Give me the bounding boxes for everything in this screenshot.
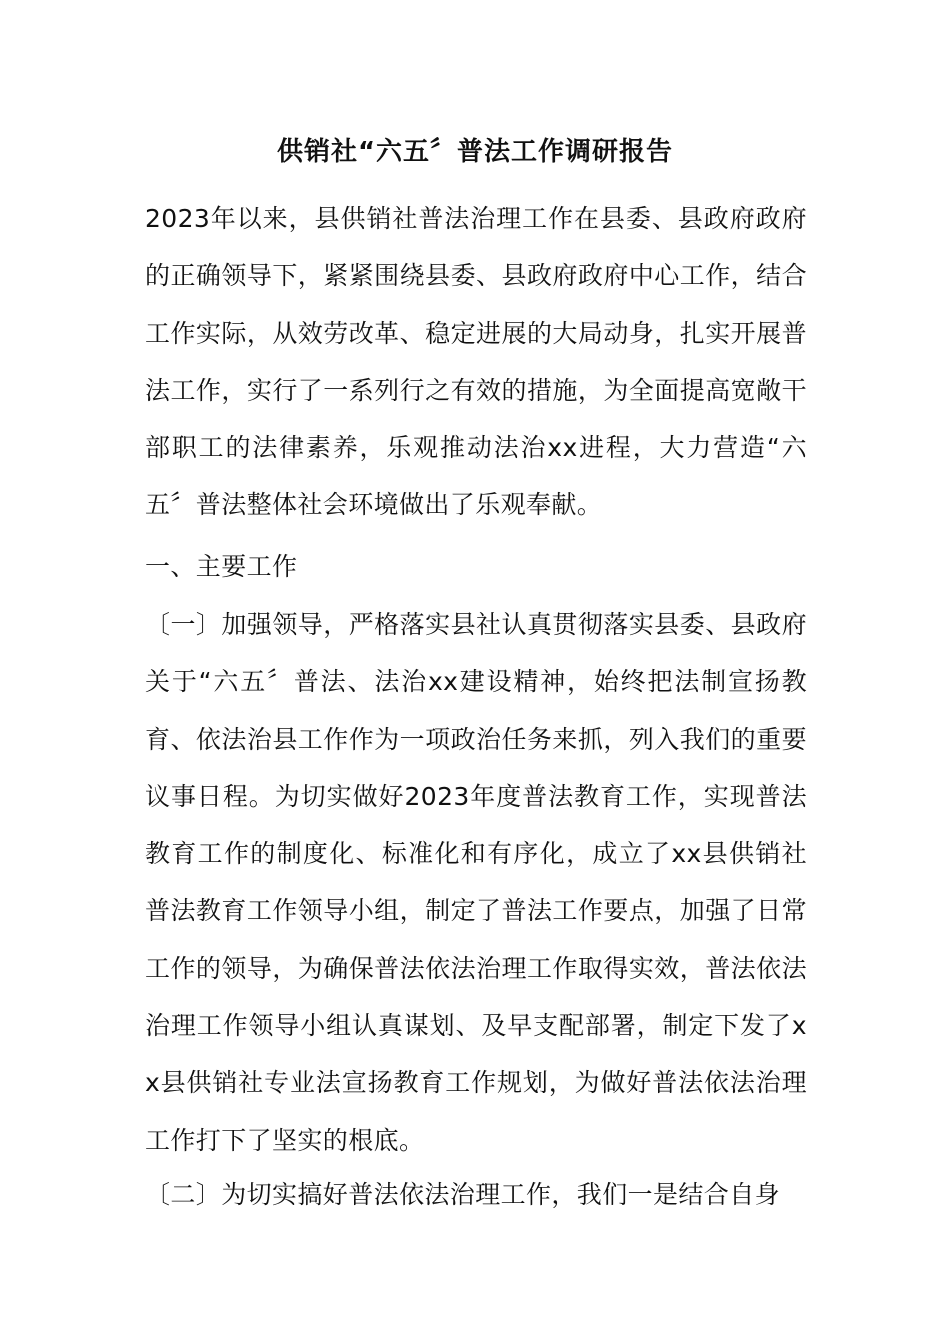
paragraph-leadership: 〔一〕加强领导，严格落实县社认真贯彻落实县委、县政府关于“六五〞普法、法治xx建设精神，始终把法制宣扬教育、依法治县工作作为一项政治任务来抓，列入我们的重要议事日程。为切实做好2023年度普法教育工作，实现普法教育工作的制度化、标准化和有序化，成立了xx县供销社普法教育工作领导小组，制定了普法工作要点，加强了日常工作的领导，为确保普法依法治理工作取得实效，普法依法治理工作领导小组认真谋划、及早支配部署，制定下发了xx县供销社专业法宣扬教育工作规划，为做好普法依法治理工作打下了坚实的根底。 xyxy=(145,610,807,1155)
section-heading-main-work: 一、主要工作 xyxy=(145,552,298,581)
paragraph-intro: 2023年以来，县供销社普法治理工作在县委、县政府政府的正确领导下，紧紧围绕县委、县政府政府中心工作，结合工作实际，从效劳改革、稳定进展的大局动身，扎实开展普法工作，实行了一系列行之有效的措施，为全面提高宽敞干部职工的法律素养，乐观推动法治xx进程，大力营造“六五〞普法整体社会环境做出了乐观奉献。 xyxy=(145,204,807,520)
document-title: 供销社“六五〞普法工作调研报告 xyxy=(276,137,674,167)
paragraph-governance: 〔二〕为切实搞好普法依法治理工作，我们一是结合自身 xyxy=(145,1180,781,1209)
